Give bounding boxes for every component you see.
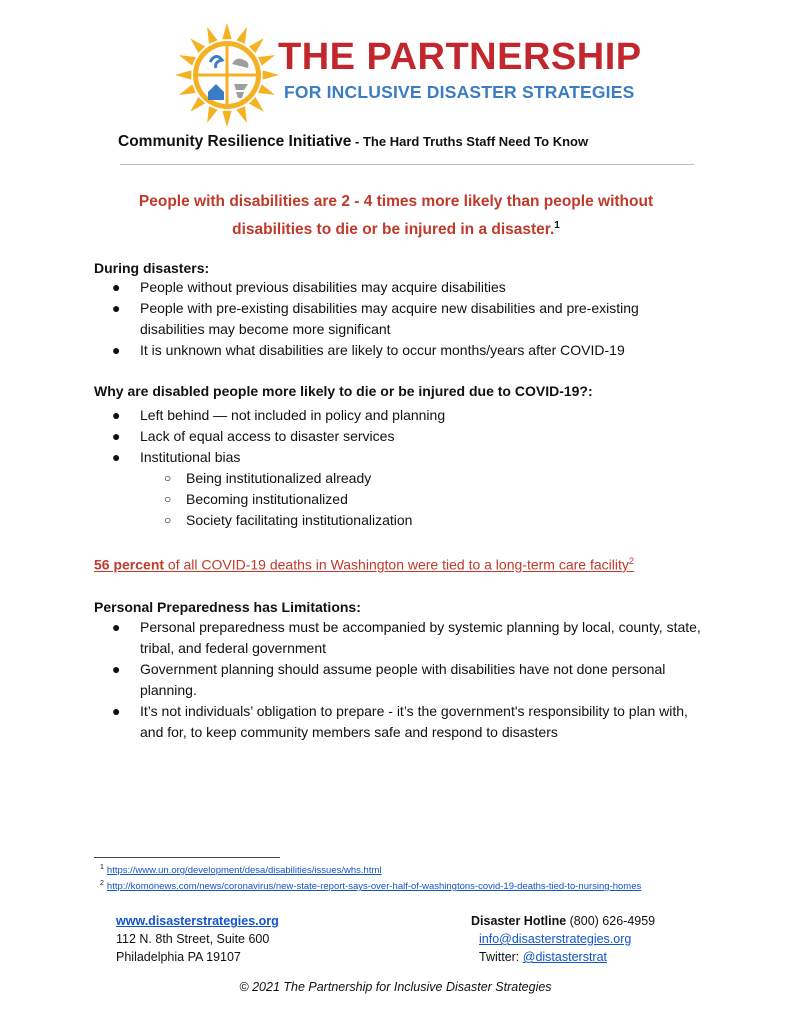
hotline-block (471, 912, 655, 966)
list-item: ● Lack of equal access to disaster services (94, 426, 704, 447)
website-link[interactable]: www.disasterstrategies.org (116, 914, 279, 928)
stat-text: of all COVID-19 deaths in Washington were tied to a long-term care facility (164, 556, 629, 573)
bullet-icon: ● (112, 407, 121, 423)
address-line-2: Philadelphia PA 19107 (116, 950, 241, 964)
why-title: Why are disabled people more likely to die or be injured due to COVID-19?: (94, 383, 593, 399)
institutional-bias-sublist (94, 468, 704, 531)
headline (96, 190, 696, 242)
stat-percent: 56 percent (94, 556, 165, 573)
bullet-icon: ● (112, 703, 121, 719)
partnership-sun-logo (172, 20, 282, 130)
during-list (94, 277, 704, 361)
list-item: ● It’s not individuals’ obligation to prepare - it’s the government's responsibility to plan with, and for, to keep community members safe and respond to disasters (112, 703, 688, 740)
footnote-ref-2[interactable]: 2 (628, 556, 634, 566)
footnote-1 (100, 864, 381, 876)
initiative-header (118, 133, 588, 151)
email-link[interactable]: info@disasterstrategies.org (479, 932, 632, 946)
footnote-2-link[interactable]: http://komonews.com/news/coronavirus/new-state-report-says-over-half-of-washingtons-covid-19-deaths-tied-to-nursing-homes (106, 881, 642, 893)
brand-title: THE PARTNERSHIP (278, 36, 642, 78)
footnote-divider (94, 857, 280, 858)
hollow-bullet-icon: ○ (164, 471, 172, 485)
list-item: ● It is unknown what disabilities are likely to occur months/years after COVID-19 (94, 340, 704, 361)
twitter-label: Twitter: (479, 950, 523, 964)
list-item: ● Government planning should assume people with disabilities have not done personal planning. (112, 661, 666, 698)
footnote-2 (100, 880, 641, 892)
bullet-icon: ● (112, 342, 121, 358)
bullet-icon: ● (112, 279, 121, 295)
during-title: During disasters: (94, 260, 210, 276)
footnote-ref-1[interactable]: 1 (554, 220, 560, 231)
sub-list-item: ○ Being institutionalized already (94, 468, 704, 489)
address-line-1: 112 N. 8th Street, Suite 600 (116, 932, 270, 946)
prep-title: Personal Preparedness has Limitations: (94, 599, 361, 615)
bullet-icon: ● (112, 449, 121, 465)
list-item: ● People with pre-existing disabilities may acquire new disabilities and pre-existing disabilities may become more significant (112, 300, 639, 337)
copyright: © 2021 The Partnership for Inclusive Disaster Strategies (239, 980, 552, 994)
washington-stat[interactable] (94, 556, 634, 573)
list-item: ● Left behind — not included in policy and planning (94, 405, 704, 426)
bullet-icon: ● (112, 619, 121, 635)
hotline-label: Disaster Hotline (471, 914, 567, 928)
hotline-number: (800) 626-4959 (566, 914, 656, 928)
brand-subtitle: FOR INCLUSIVE DISASTER STRATEGIES (284, 82, 635, 102)
header-divider (120, 164, 694, 165)
list-item: ● Personal preparedness must be accompanied by systemic planning by local, county, state, tribal, and federal government (112, 619, 701, 656)
bullet-icon: ● (112, 300, 121, 316)
why-list (94, 405, 704, 468)
hollow-bullet-icon: ○ (164, 492, 172, 506)
footnote-number: 2 (100, 880, 104, 887)
hollow-bullet-icon: ○ (164, 513, 172, 527)
twitter-link[interactable]: @distasterstrat (522, 950, 608, 964)
address-block (116, 912, 279, 966)
headline-line-2: disabilities to die or be injured in a disaster. (232, 221, 555, 239)
footnote-1-link[interactable]: https://www.un.org/development/desa/disabilities/issues/whs.html (106, 865, 382, 877)
initiative-subtitle: - The Hard Truths Staff Need To Know (351, 134, 589, 149)
headline-line-1: People with disabilities are 2 - 4 times more likely than people without (138, 193, 654, 210)
bullet-icon: ● (112, 661, 121, 677)
list-item: ● People without previous disabilities may acquire disabilities (94, 277, 704, 298)
prep-list (94, 617, 704, 743)
footnote-number: 1 (100, 864, 104, 871)
sub-list-item: ○ Society facilitating institutionalization (94, 510, 704, 531)
initiative-title: Community Resilience Initiative (118, 133, 352, 150)
bullet-icon: ● (112, 428, 121, 444)
list-item: ● Institutional bias (94, 447, 704, 468)
sub-list-item: ○ Becoming institutionalized (94, 489, 704, 510)
